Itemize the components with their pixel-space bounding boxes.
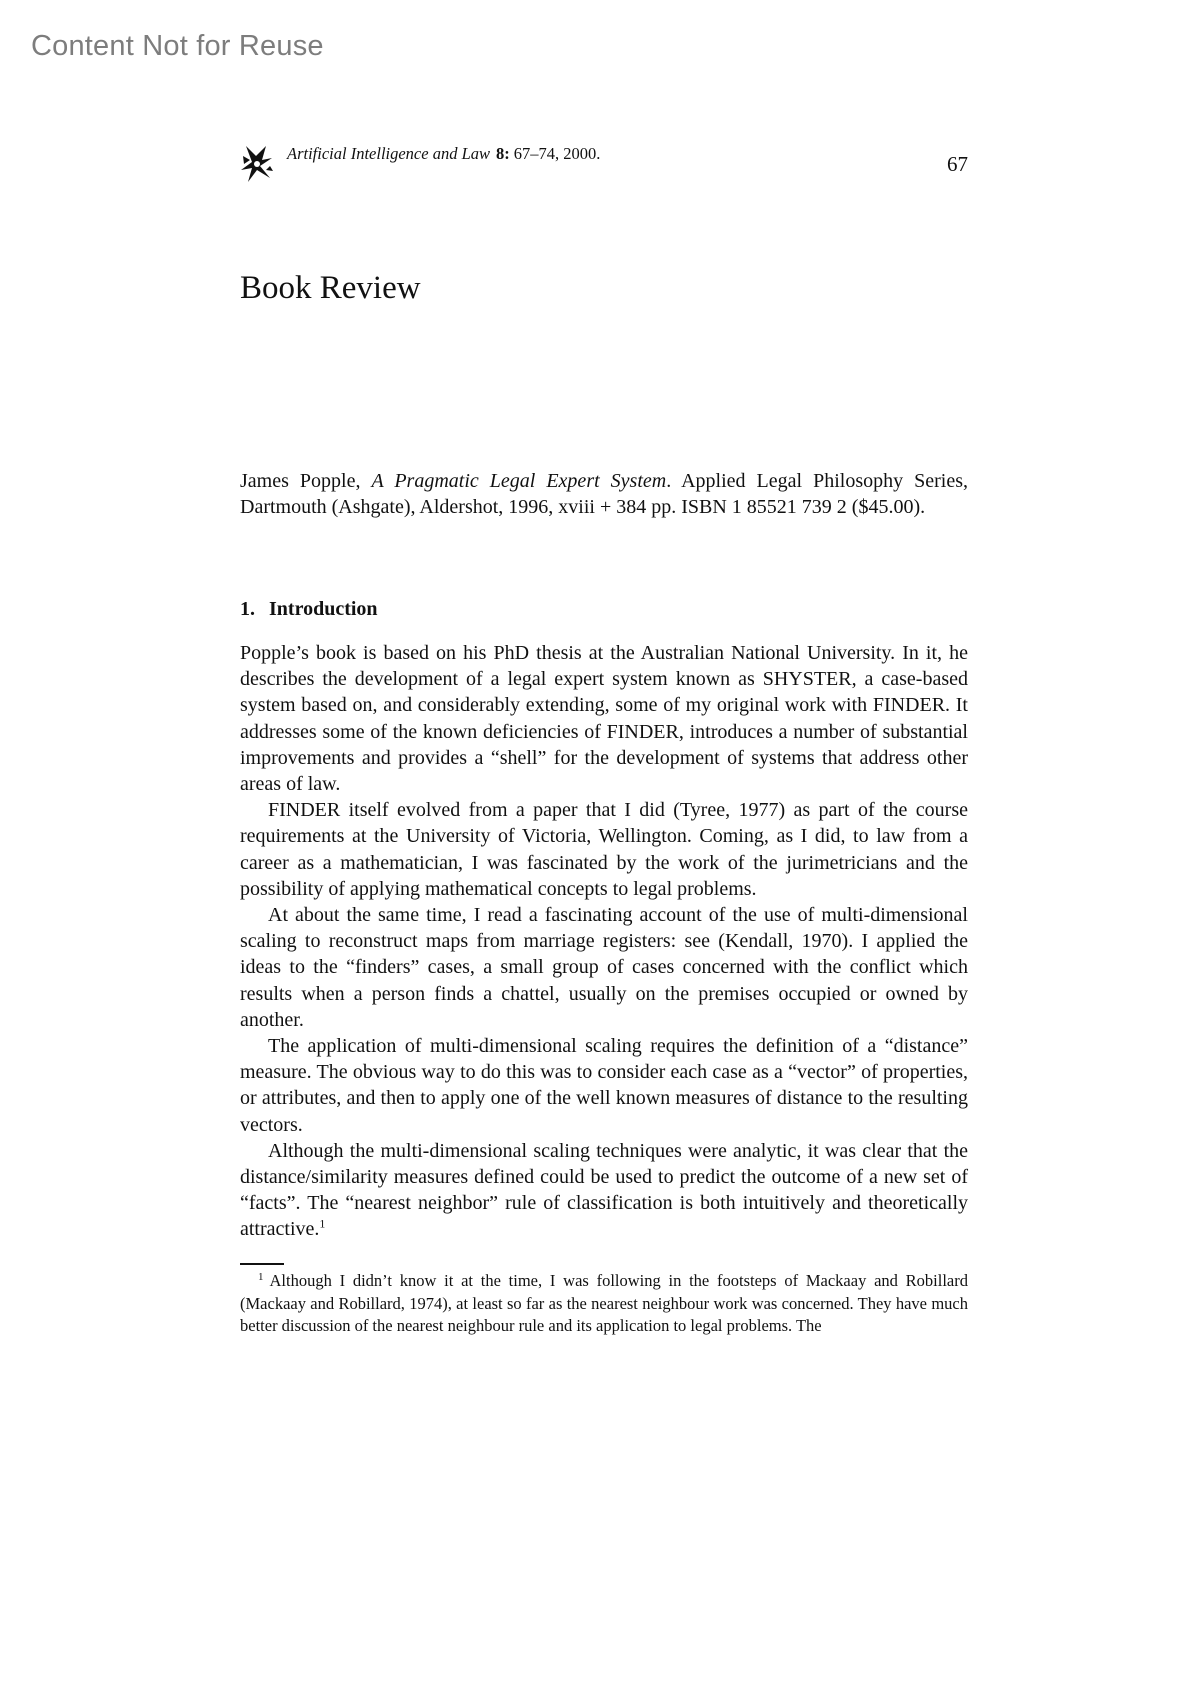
paragraph-5 [240, 1138, 968, 1243]
page-number: 67 [947, 152, 968, 176]
footnote-mark: 1 [258, 1270, 264, 1283]
review-title: Book Review [240, 270, 421, 306]
footnote-text: Although I didn’t know it at the time, I was following in the footsteps of Mackaay and Robillard (Mackaay and Robillard, 1974), at least so far as the nearest neighbour work was concerned. They have much better discussion of the nearest neighbour rule and its application to legal problems. The [240, 1271, 968, 1335]
footnote-reference: 1 [319, 1216, 326, 1231]
journal-pages-year: 67–74, 2000. [513, 144, 601, 163]
kluwer-publisher-logo-icon [240, 144, 274, 184]
running-header [240, 138, 968, 188]
paragraph-3: At about the same time, I read a fascinating account of the use of multi-dimensional scaling to reconstruct maps from marriage registers: see (Kendall, 1970). I applied the ideas to the “finders” cases, a small group of cases concerned with the conflict which results when a person finds a chattel, usually on the premises occupied or owned by another. [240, 904, 968, 1031]
book-details: . Applied Legal Philosophy Series, Dartmouth (Ashgate), Aldershot, 1996, xviii + 384 pp. ISBN 1 85521 739 2 ($45.00). [240, 470, 968, 518]
paragraph-2: FINDER itself evolved from a paper that I did (Tyree, 1977) as part of the course requirements at the University of Victoria, Wellington. Coming, as I did, to law from a career as a mathematician, I was fascinated by the work of the jurimetricians and the possibility of applying mathematical concepts to legal problems. [240, 799, 968, 900]
footnote-divider [240, 1263, 284, 1265]
journal-name: Artificial Intelligence and Law [287, 144, 491, 163]
section-title: Introduction [269, 598, 378, 620]
watermark: Content Not for Reuse [31, 30, 324, 62]
section-heading [240, 598, 378, 621]
journal-citation-line [287, 144, 600, 164]
section-number: 1. [240, 598, 255, 620]
section-body [240, 640, 968, 1243]
paragraph-4: The application of multi-dimensional scaling requires the definition of a “distance” measure. The obvious way to do this was to consider each case as a “vector” of properties, or attributes, and then to apply one of the well known measures of distance to the resulting vectors. [240, 1035, 968, 1136]
paragraph-1: Popple’s book is based on his PhD thesis at the Australian National University. In it, he describes the development of a legal expert system known as SHYSTER, a case-based system based on, and considerably extending, some of my original work with FINDER. It addresses some of the known deficiencies of FINDER, introduces a number of substantial improvements and provides a “shell” for the development of systems that address other areas of law. [240, 642, 968, 796]
book-citation [240, 468, 968, 520]
book-title: A Pragmatic Legal Expert System [371, 470, 667, 492]
book-author: James Popple, [240, 470, 361, 492]
journal-volume: 8: [496, 144, 510, 163]
footnote [240, 1270, 968, 1338]
paragraph-5-text: Although the multi-dimensional scaling techniques were analytic, it was clear that the distance/similarity measures defined could be used to predict the outcome of a new set of “facts”. The “nearest neighbor” rule of classification is both intuitively and theoretically attractive. [240, 1139, 968, 1241]
